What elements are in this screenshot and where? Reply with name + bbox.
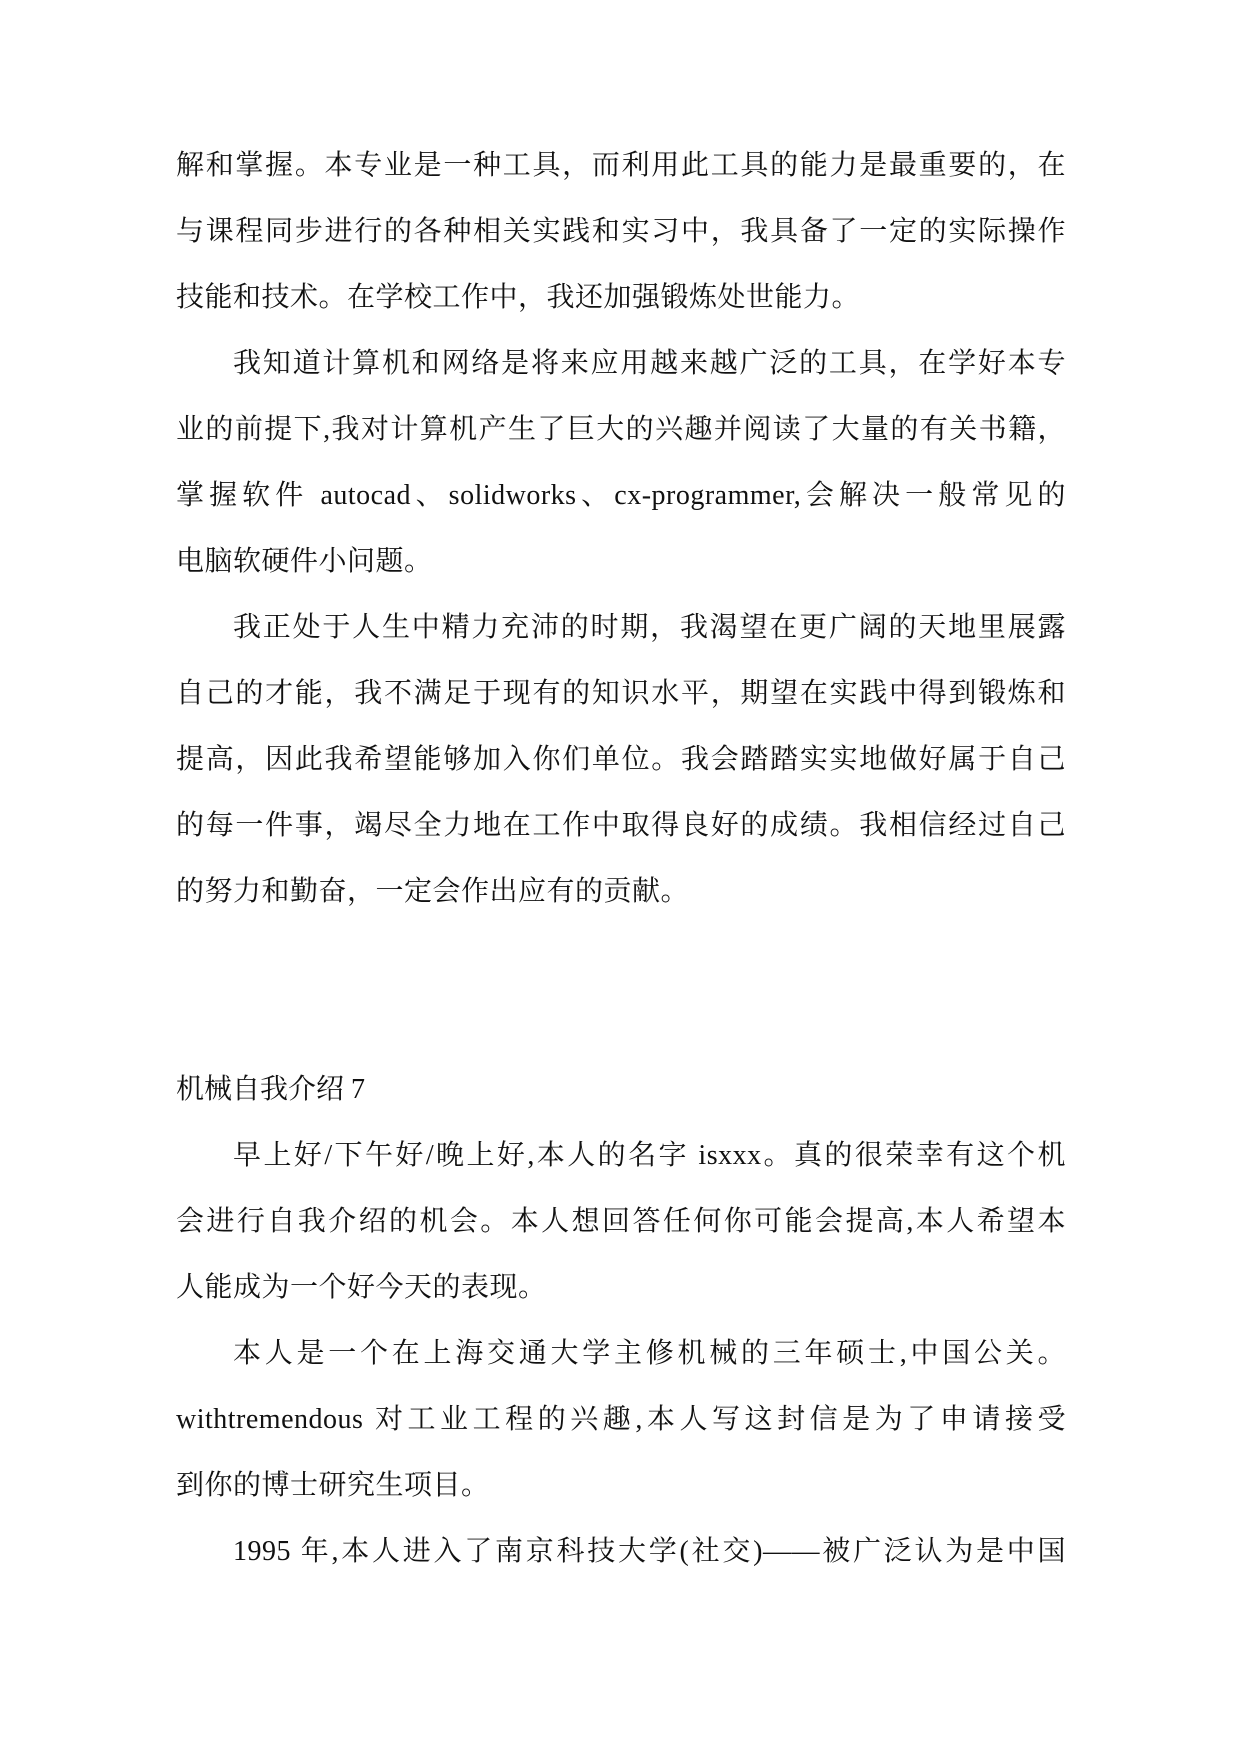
text-line: 早上好/下午好/晚上好,本人的名字 isxxx。真的很荣幸有这个机 [233, 1140, 1066, 1171]
text-line: 1995 年,本人进入了南京科技大学(社交)——被广泛认为是中国 [233, 1536, 1066, 1567]
section-heading: 机械自我介绍 7 [176, 1074, 366, 1105]
text-line: 的每一件事，竭尽全力地在工作中取得良好的成绩。我相信经过自己 [176, 810, 1066, 841]
text-line: 掌握软件 autocad、solidworks、cx-programmer,会解决一般常见的 [176, 480, 1066, 511]
text-line: 本人是一个在上海交通大学主修机械的三年硕士,中国公关。 [233, 1338, 1066, 1369]
text-column [176, 133, 1066, 1585]
text-line: 到你的博士研究生项目。 [176, 1470, 490, 1501]
section-gap [176, 925, 1066, 1057]
text-line: 技能和技术。在学校工作中，我还加强锻炼处世能力。 [176, 282, 861, 313]
text-line: 我正处于人生中精力充沛的时期，我渴望在更广阔的天地里展露 [233, 612, 1066, 643]
text-line: 解和掌握。本专业是一种工具，而利用此工具的能力是最重要的，在 [176, 150, 1066, 181]
text-line: 电脑软硬件小问题。 [176, 546, 433, 577]
text-line: 业的前提下,我对计算机产生了巨大的兴趣并阅读了大量的有关书籍， [176, 414, 1066, 445]
text-line: 的努力和勤奋，一定会作出应有的贡献。 [176, 876, 690, 907]
text-line: 与课程同步进行的各种相关实践和实习中，我具备了一定的实际操作 [176, 216, 1066, 247]
text-line: 人能成为一个好今天的表现。 [176, 1272, 547, 1303]
text-line: withtremendous 对工业工程的兴趣,本人写这封信是为了申请接受 [176, 1404, 1066, 1435]
text-line: 自己的才能，我不满足于现有的知识水平，期望在实践中得到锻炼和 [176, 678, 1066, 709]
text-line: 提高，因此我希望能够加入你们单位。我会踏踏实实地做好属于自己 [176, 744, 1066, 775]
text-line: 我知道计算机和网络是将来应用越来越广泛的工具，在学好本专 [233, 348, 1066, 379]
text-line: 会进行自我介绍的机会。本人想回答任何你可能会提高,本人希望本 [176, 1206, 1066, 1237]
